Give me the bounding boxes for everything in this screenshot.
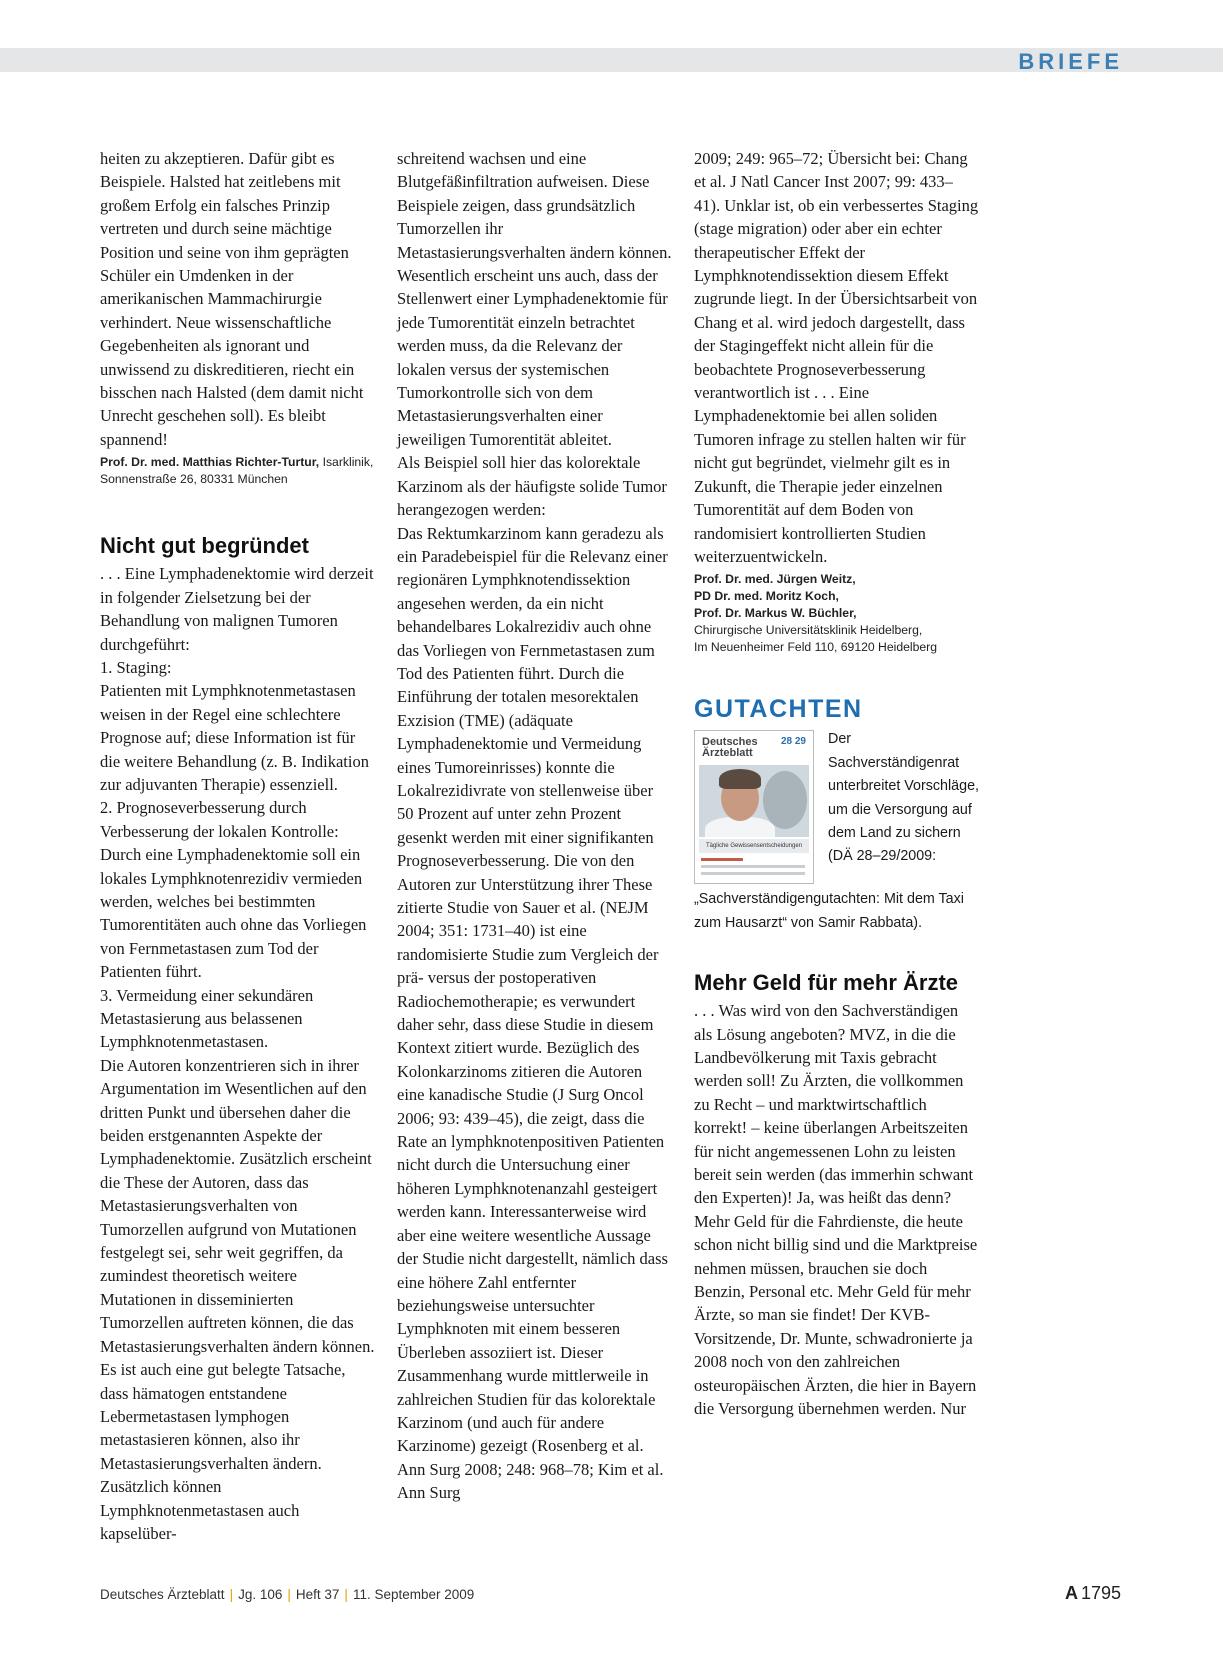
gutachten-text: Der Sachverständigenrat unterbreitet Vorschläge, um die Versorgung auf dem Land zu sichern (DÄ 28–29/2009: „Sachverständigengutachten: Mit dem Taxi zum Hausarzt“ von Samir Rabbata). — [694, 731, 980, 931]
letter-heading-nicht-gut-begruendet: Nicht gut begründet — [100, 533, 309, 559]
cover-photo — [699, 765, 809, 837]
body-paragraph: 2009; 249: 965–72; Übersicht bei: Chang et al. J Natl Cancer Inst 2007; 99: 433–41). Unklar ist, ob ein verbessertes Staging (stage migration) oder aber ein echter therapeutischer Effekt der Lymphknotendissektion diesem Effekt zugrunde liegt. In der Übersichtsarbeit von Chang et al. wird jedoch dargestellt, dass der Stagingeffekt nicht allein für die beobachtete Prognoseverbesserung verantwortlich ist . . . Eine Lymphadenektomie bei allen soliden Tumoren infrage zu stellen halten wir für nicht gut begründet, vielmehr gilt es in Zukunft, die Therapie jeder einzelnen Tumorentität auf dem Boden von randomisiert kontrollierten Studien weiterzuentwickeln. — [694, 149, 979, 566]
signature-name: Prof. Dr. Markus W. Büchler, — [694, 606, 857, 621]
signature-address: Chirurgische Universitätsklinik Heidelberg, — [694, 623, 923, 638]
letter-signature — [694, 571, 979, 656]
body-paragraph: Wesentlich erscheint uns auch, dass der Stellenwert einer Lymphadenektomie für jede Tumorentität einzeln betrachtet werden muss, da die Relevanz der lokalen versus der systemischen Tumorkontrolle sich von dem Metastasierungsverhalten einer jeweiligen Tumorentität ableitet. — [397, 266, 668, 449]
letter-signature — [100, 454, 375, 488]
footer-date: 11. September 2009 — [352, 1587, 475, 1602]
page-number — [1065, 1582, 1121, 1604]
footer-citation — [100, 1586, 474, 1604]
body-paragraph: . . . Was wird von den Sachverständigen als Lösung angeboten? MVZ, in die die Landbevölkerung mit Taxis gebracht werden soll! Zu Ärzten, die vollkommen zu Recht – und marktwirtschaftlich korrekt! – keine überlangen Arbeitszeiten für nicht angemessenen Lohn zu leisten bereit sein werden (das immerhin schwant den Experten)! Ja, was heißt das denn? Mehr Geld für die Fahrdienste, die heute schon nicht billig sind und die Marktpreise nehmen müssen, brauchen sie doch Benzin, Personal etc. Mehr Geld für mehr Ärzte, so man sie findet! Der KVB-Vorsitzende, Dr. Munte, schwadronierte ja 2008 noch von den zahlreichen osteuropäischen Ärzten, die hier in Bayern die Versorgung übernehmen werden. Nur — [694, 1001, 978, 1419]
column-2 — [397, 147, 673, 1505]
list-item-staging: 1. Staging: — [100, 657, 172, 677]
signature-name: Prof. Dr. med. Matthias Richter-Turtur, — [100, 455, 320, 470]
footer-volume: Jg. 106 — [238, 1587, 283, 1602]
cover-text-lines — [701, 858, 805, 879]
body-paragraph: Die Autoren konzentrieren sich in ihrer Argumentation im Wesentlichen auf den dritten Punkt und übersehen daher die beiden erstgenannten Aspekte der Lymphadenektomie. Zusätzlich erscheint die These der Autoren, dass das Metastasierungsverhalten von Tumorzellen aufgrund von Mutationen festgelegt sei, sehr weit gegriffen, da zumindest theoretisch weitere Mutationen in disseminierten Tumorzellen auftreten können, die das Metastasierungsverhalten ändern können. Es ist auch eine gut belegte Tatsache, dass hämatogen entstandene Lebermetastasen lymphogen metastasieren können, also ihr Metastasierungsverhalten ändern. Zusätzlich können Lymphknotenmetastasen auch kapselüber- — [100, 1055, 375, 1543]
cover-brand: Deutsches Ärzteblatt — [702, 736, 758, 760]
magazine-cover-image — [694, 730, 814, 884]
body-paragraph: Als Beispiel soll hier das kolorektale Karzinom als der häufigste solide Tumor herangezogen werden: — [397, 453, 667, 520]
letter-heading-mehr-geld: Mehr Geld für mehr Ärzte — [694, 970, 959, 996]
column-3 — [694, 147, 979, 1420]
cover-headline: Tägliche Gewissensentscheidungen — [699, 839, 809, 853]
body-paragraph: Patienten mit Lymphknotenmetastasen weisen in der Regel eine schlechtere Prognose auf; diese Information ist für die weitere Behandlung (z. B. Indikation zur adjuvanten Therapie) essenziell. — [100, 681, 369, 794]
signature-address: Isarklinik, Sonnenstraße 26, 80331 München — [100, 455, 374, 487]
footer-journal: Deutsches Ärzteblatt — [100, 1587, 225, 1602]
letter-continuation: heiten zu akzeptieren. Dafür gibt es Beispiele. Halsted hat zeitlebens mit großem Erfolg ein falsches Prinzip vertreten und durch seine mächtige Position und seine von ihm geprägten Schüler ein Umdenken in der amerikanischen Mammachirurgie verhindert. Neue wissenschaftliche Gegebenheiten als ignorant und unwissend zu diskreditieren, riecht ein bisschen nach Halsted (dem damit nicht Unrecht geschehen soll). Es bleibt spannend! — [100, 149, 364, 449]
page-prefix: A — [1064, 1583, 1078, 1603]
gutachten-title: GUTACHTEN — [694, 695, 863, 724]
body-paragraph: . . . Eine Lymphadenektomie wird derzeit in folgender Zielsetzung bei der Behandlung von malignen Tumoren durchgeführt: — [100, 564, 374, 654]
gutachten-block — [694, 728, 979, 935]
footer-separator: | — [287, 1587, 291, 1602]
signature-name: PD Dr. med. Moritz Koch, — [694, 589, 839, 604]
column-1 — [100, 147, 375, 1545]
list-item-vermeidung: 3. Vermeidung einer sekundären Metastasierung aus belassenen Lymphknotenmetastasen. — [100, 985, 314, 1052]
signature-address: Im Neuenheimer Feld 110, 69120 Heidelberg — [694, 640, 937, 655]
footer-separator: | — [229, 1587, 234, 1602]
footer-issue: Heft 37 — [295, 1587, 340, 1602]
list-item-prognose: 2. Prognoseverbesserung durch Verbesserung der lokalen Kontrolle: Durch eine Lymphadenektomie soll ein lokales Lymphknotenrezidiv vermieden werden, welches bei bestimmten Tumorentitäten auch ohne das Vorliegen von Fernmetastasen zum Tod der Patienten führt. — [100, 798, 367, 982]
page-number-value: 1795 — [1080, 1583, 1121, 1603]
cover-figure — [719, 769, 761, 789]
cover-issue: 28 29 — [780, 736, 806, 748]
section-label: BRIEFE — [1018, 49, 1123, 74]
footer-separator: | — [344, 1587, 348, 1602]
cover-figure — [763, 771, 807, 829]
body-paragraph: Das Rektumkarzinom kann geradezu als ein Paradebeispiel für die Relevanz einer regionären Lymphknotendissektion angesehen werden, da ein nicht behandelbares Lokalrezidiv auch ohne das Vorliegen von Fernmetastasen zum Tod des Patienten führt. Durch die Einführung der totalen mesorektalen Exzision (TME) (adäquate Lymphadenektomie und Vermeidung eines Tumoreinrisses) konnte die Lokalrezidivrate von stellenweise über 50 Prozent auf unter zehn Prozent gesenkt werden mit einer signifikanten Prognoseverbesserung. Die von den Autoren zur Unterstützung ihrer These zitierte Studie von Sauer et al. (NEJM 2004; 351: 1731–40) ist eine randomisierte Studie zum Vergleich der prä- versus der postoperativen Radiochemotherapie; es verwundert daher sehr, dass diese Studie in diesem Kontext zitiert wurde. Bezüglich des Kolonkarzinoms zitieren die Autoren eine kanadische Studie (J Surg Oncol 2006; 93: 439–45), die zeigt, dass die Rate an lymphknotenpositiven Patienten nicht durch die Untersuchung einer höheren Lymphknotenanzahl gesteigert werden kann. Interessanterweise wird aber eine weitere wesentliche Aussage der Studie nicht dargestellt, nämlich dass eine höhere Zahl entfernter beziehungsweise untersuchter Lymphknoten mit einem besseren Überleben assoziiert ist. Dieser Zusammenhang wurde mittlerweile in zahlreichen Studien für das kolorektale Karzinom (und auch für andere Karzinome) gezeigt (Rosenberg et al. Ann Surg 2008; 248: 968–78; Kim et al. Ann Surg — [397, 523, 668, 1503]
body-paragraph: schreitend wachsen und eine Blutgefäßinfiltration aufweisen. Diese Beispiele zeigen, dass grundsätzlich Tumorzellen ihr Metastasierungsverhalten ändern können. — [397, 149, 672, 262]
signature-name: Prof. Dr. med. Jürgen Weitz, — [694, 572, 856, 587]
